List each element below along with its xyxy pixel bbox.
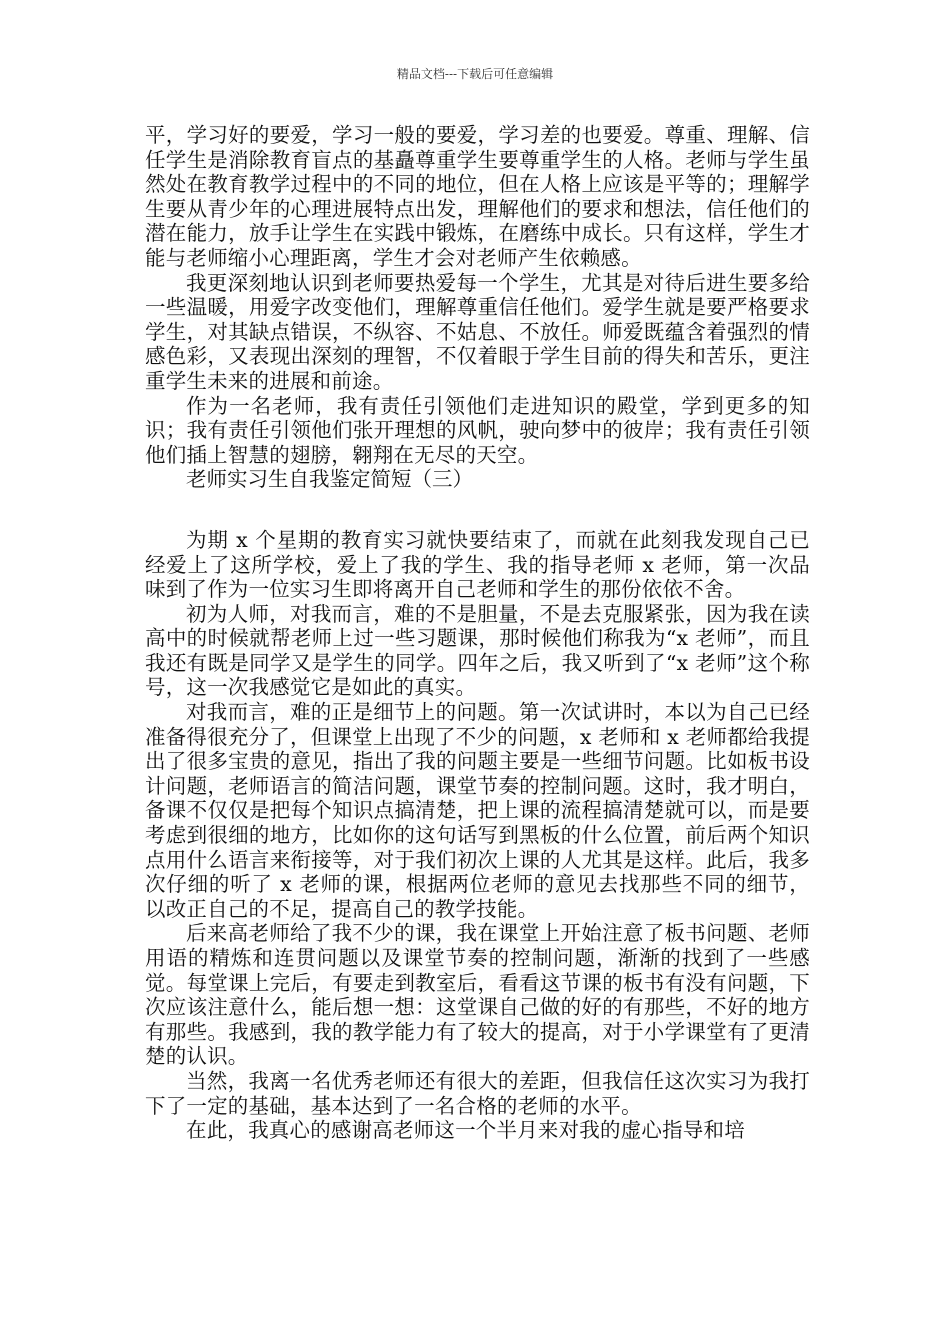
paragraph: 在此，我真心的感谢高老师这一个半月来对我的虚心指导和培: [186, 1118, 745, 1143]
paragraph: 当然，我离一名优秀老师还有很大的差距，但我信任这次实习为我打下了一定的基础，基本达到了一名合格的老师的水平。: [145, 1068, 810, 1118]
section-title: 老师实习生自我鉴定简短（三）: [186, 467, 473, 492]
document-body: [145, 123, 810, 1143]
page-header: 精品文档---下载后可任意编辑: [396, 67, 554, 81]
paragraph: 平，学习好的要爱，学习一般的要爱，学习差的也要爱。尊重、理解、信任学生是消除教育盲点的基矗尊重学生要尊重学生的人格。老师与学生虽然处在教育教学过程中的不同的地位，但在人格上应该是平等的；理解学生要从青少年的心理进展特点出发，理解他们的要求和想法，信任他们的潜在能力，放手让学生在实践中锻炼，在磨练中成长。只有这样，学生才能与老师缩小心理距离，学生才会对老师产生依赖感。: [145, 123, 810, 270]
paragraph: 我更深刻地认识到老师要热爱每一个学生，尤其是对待后进生要多给一些温暖，用爱字改变他们，理解尊重信任他们。爱学生就是要严格要求学生，对其缺点错误，不纵容、不姑息、不放任。师爱既蕴含着强烈的情感色彩，又表现出深刻的理智，不仅着眼于学生目前的得失和苦乐，更注重学生未来的进展和前途。: [145, 270, 810, 393]
paragraph: 作为一名老师，我有责任引领他们走进知识的殿堂，学到更多的知识；我有责任引领他们张开理想的风帆，驶向梦中的彼岸；我有责任引领他们插上智慧的翅膀，翱翔在无尽的天空。: [145, 393, 810, 467]
paragraph: 对我而言，难的正是细节上的问题。第一次试讲时，本以为自己已经准备得很充分了，但课堂上出现了不少的问题，x 老师和 x 老师都给我提出了很多宝贵的意见，指出了我的问题主要是一些细节问题。比如板书设计问题，老师语言的简洁问题，课堂节奏的控制问题。这时，我才明白，备课不仅仅是把每个知识点搞清楚，把上课的流程搞清楚就可以，而是要考虑到很细的地方，比如你的这句话写到黑板的什么位置，前后两个知识点用什么语言来衔接等，对于我们初次上课的人尤其是这样。此后，我多次仔细的听了 x 老师的课，根据两位老师的意见去找那些不同的细节，以改正自己的不足，提高自己的教学技能。: [145, 700, 810, 921]
paragraph: 为期 x 个星期的教育实习就快要结束了，而就在此刻我发现自己已经爱上了这所学校，爱上了我的学生、我的指导老师 x 老师，第一次品味到了作为一位实习生即将离开自己老师和学生的那份依依不舍。: [145, 527, 810, 602]
blank-line: [145, 492, 810, 528]
paragraph: 后来高老师给了我不少的课，我在课堂上开始注意了板书问题、老师用语的精炼和连贯问题以及课堂节奏的控制问题，渐渐的找到了一些感觉。每堂课上完后，有要走到教室后，看看这节课的板书有没有问题，下次应该注意什么，能后想一想：这堂课自己做的好的有那些，不好的地方有那些。我感到，我的教学能力有了较大的提高，对于小学课堂有了更清楚的认识。: [145, 921, 810, 1069]
paragraph: 初为人师，对我而言，难的不是胆量，不是去克服紧张，因为我在读高中的时候就帮老师上过一些习题课，那时候他们称我为“x 老师”，而且我还有既是同学又是学生的同学。四年之后，我又听到了“x 老师”这个称号，这一次我感觉它是如此的真实。: [145, 601, 810, 700]
